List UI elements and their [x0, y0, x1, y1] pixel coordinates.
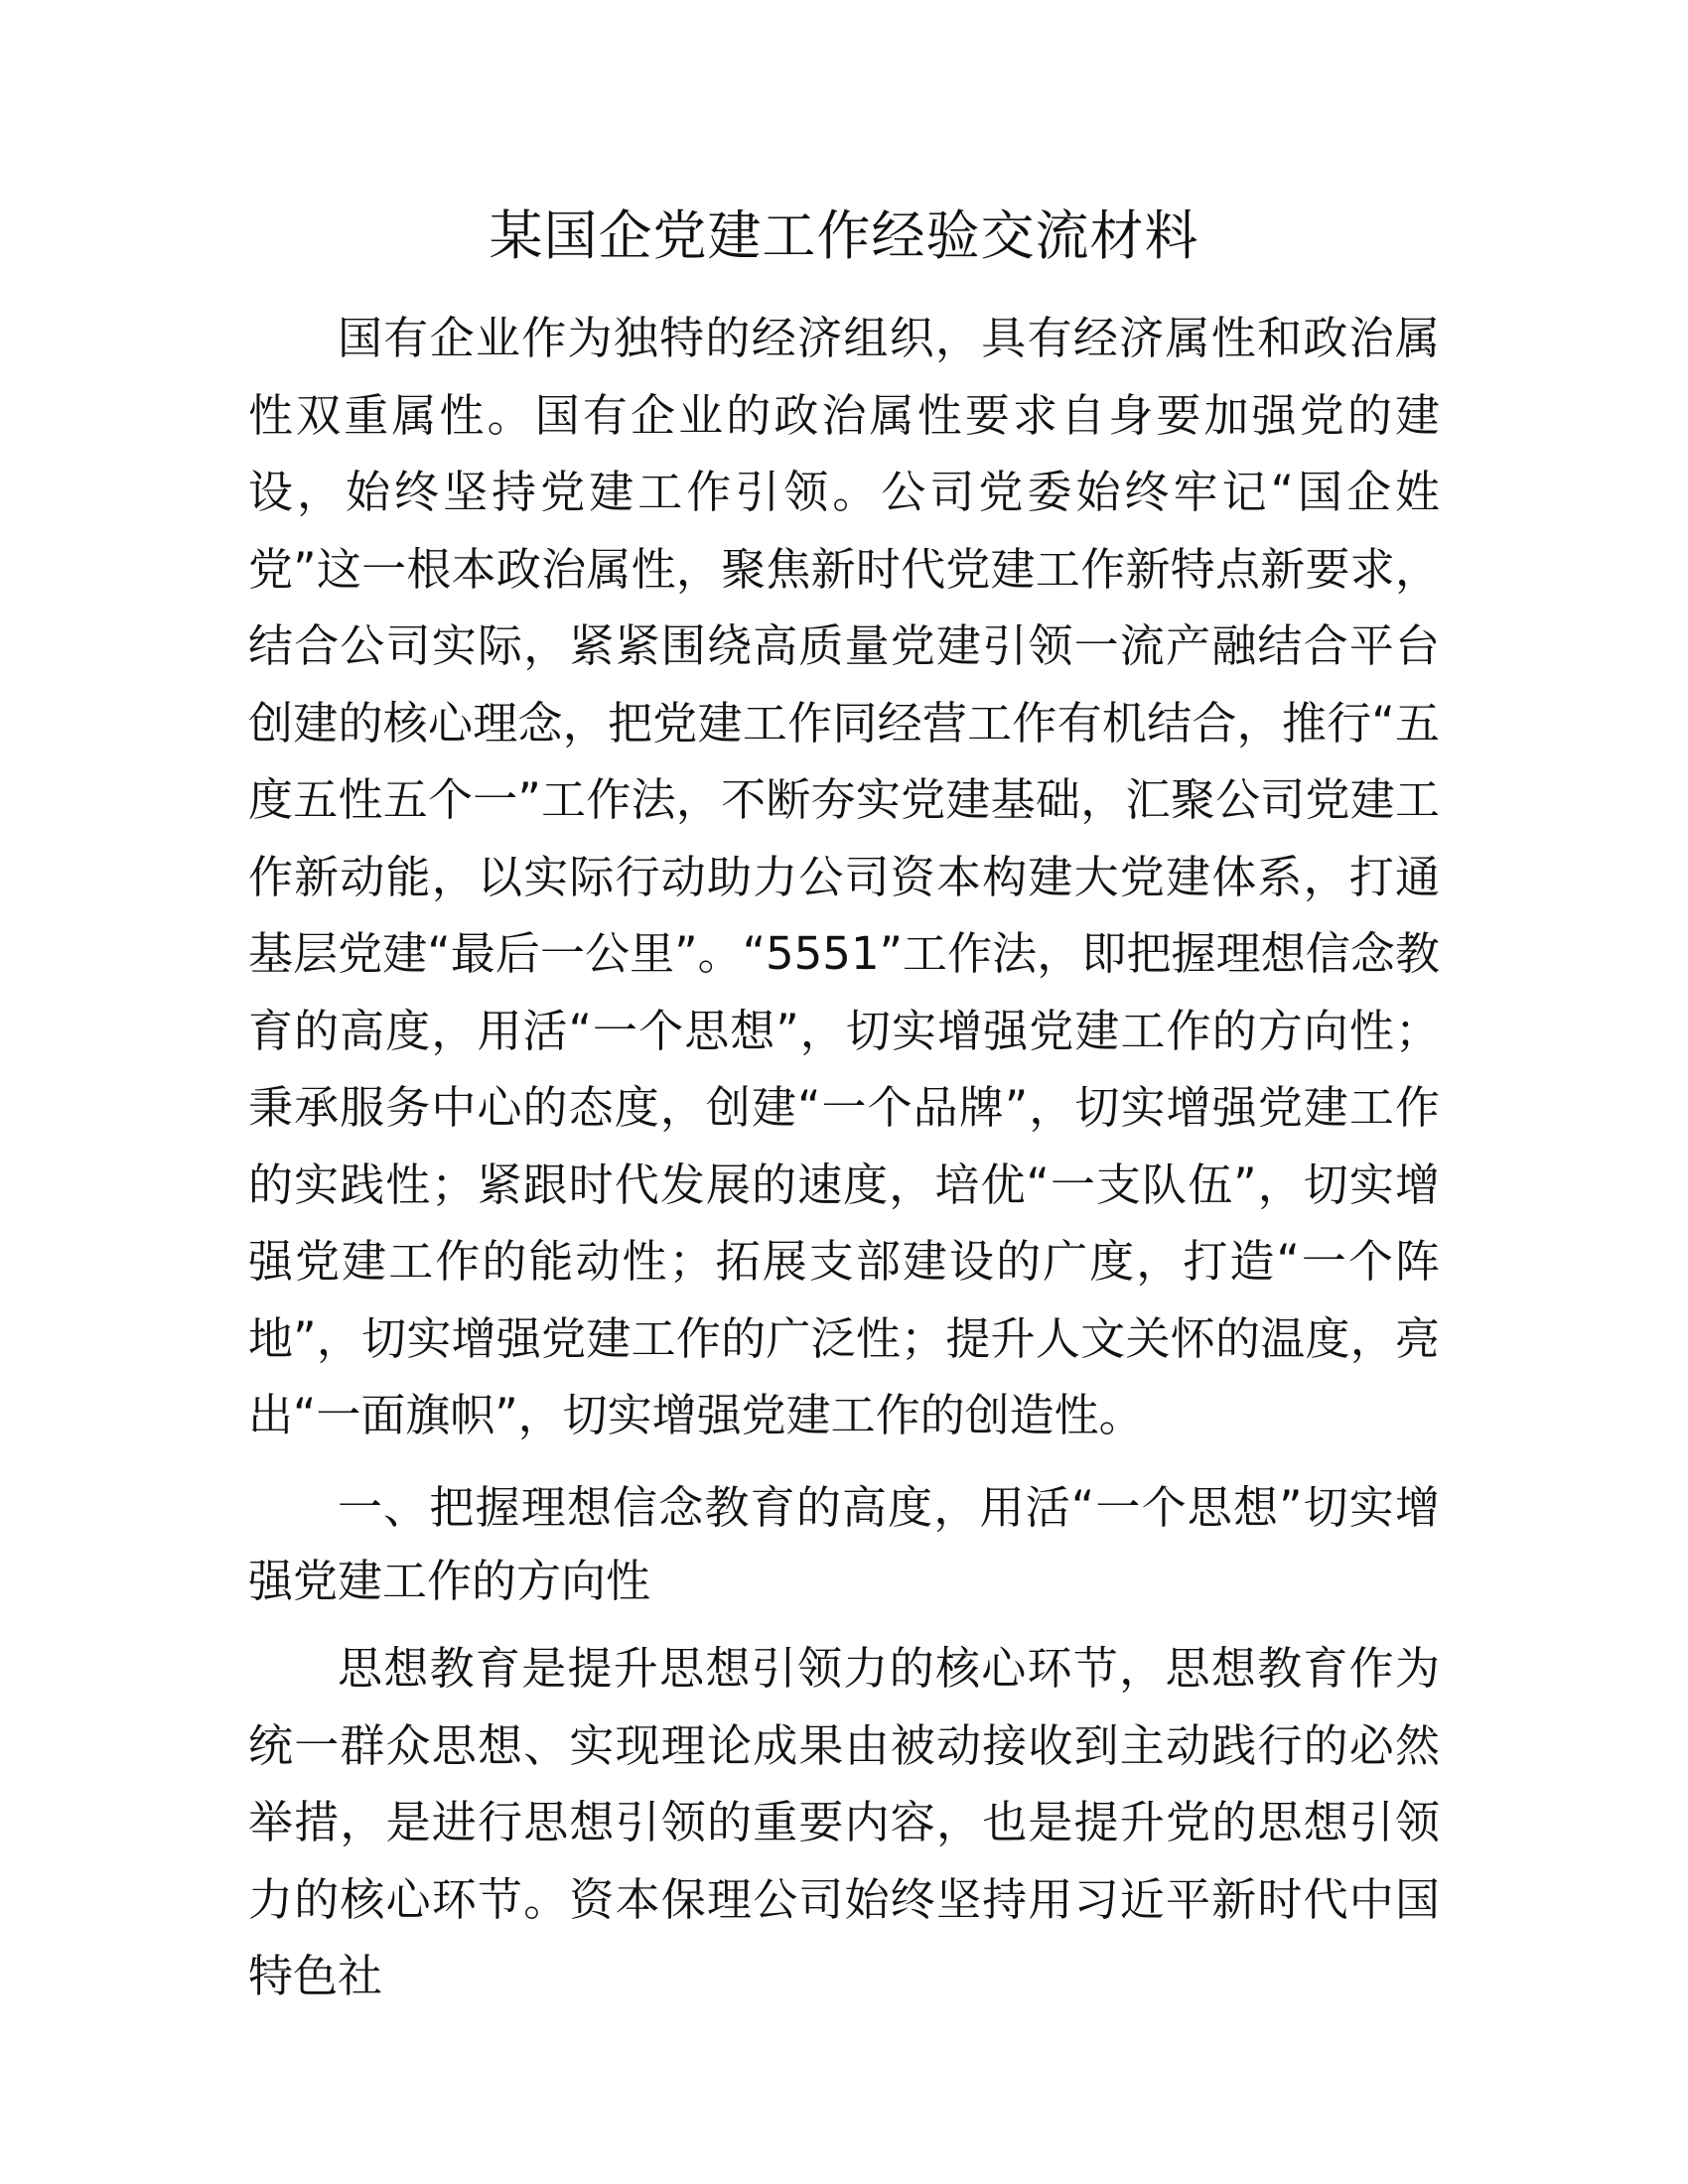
document-title: 某国企党建工作经验交流材料 [489, 205, 1199, 267]
section-1-paragraph: 思想教育是提升思想引领力的核心环节，思想教育作为统一群众思想、实现理论成果由被动接收到主动践行的必然举措，是进行思想引领的重要内容，也是提升党的思想引领力的核心环节。资本保理公司始终坚持用习近平新时代中国特色社 [248, 1642, 1440, 2002]
section-heading-1: 一、把握理想信念教育的高度，用活“一个思想”切实增强党建工作的方向性 [248, 1481, 1440, 1607]
intro-paragraph: 国有企业作为独特的经济组织，具有经济属性和政治属性双重属性。国有企业的政治属性要求自身要加强党的建设，始终坚持党建工作引领。公司党委始终牢记“国企姓党”这一根本政治属性，聚焦新时代党建工作新特点新要求，结合公司实际，紧紧围绕高质量党建引领一流产融结合平台创建的核心理念，把党建工作同经营工作有机结合，推行“五度五性五个一”工作法，不断夯实党建基础，汇聚公司党建工作新动能，以实际行动助力公司资本构建大党建体系，打通基层党建“最后一公里”。“5551”工作法，即把握理想信念教育的高度，用活“一个思想”，切实增强党建工作的方向性；秉承服务中心的态度，创建“一个品牌”，切实增强党建工作的实践性；紧跟时代发展的速度，培优“一支队伍”，切实增强党建工作的能动性；拓展支部建设的广度，打造“一个阵地”，切实增强党建工作的广泛性；提升人文关怀的温度，亮出“一面旗帜”，切实增强党建工作的创造性。 [248, 312, 1440, 1441]
